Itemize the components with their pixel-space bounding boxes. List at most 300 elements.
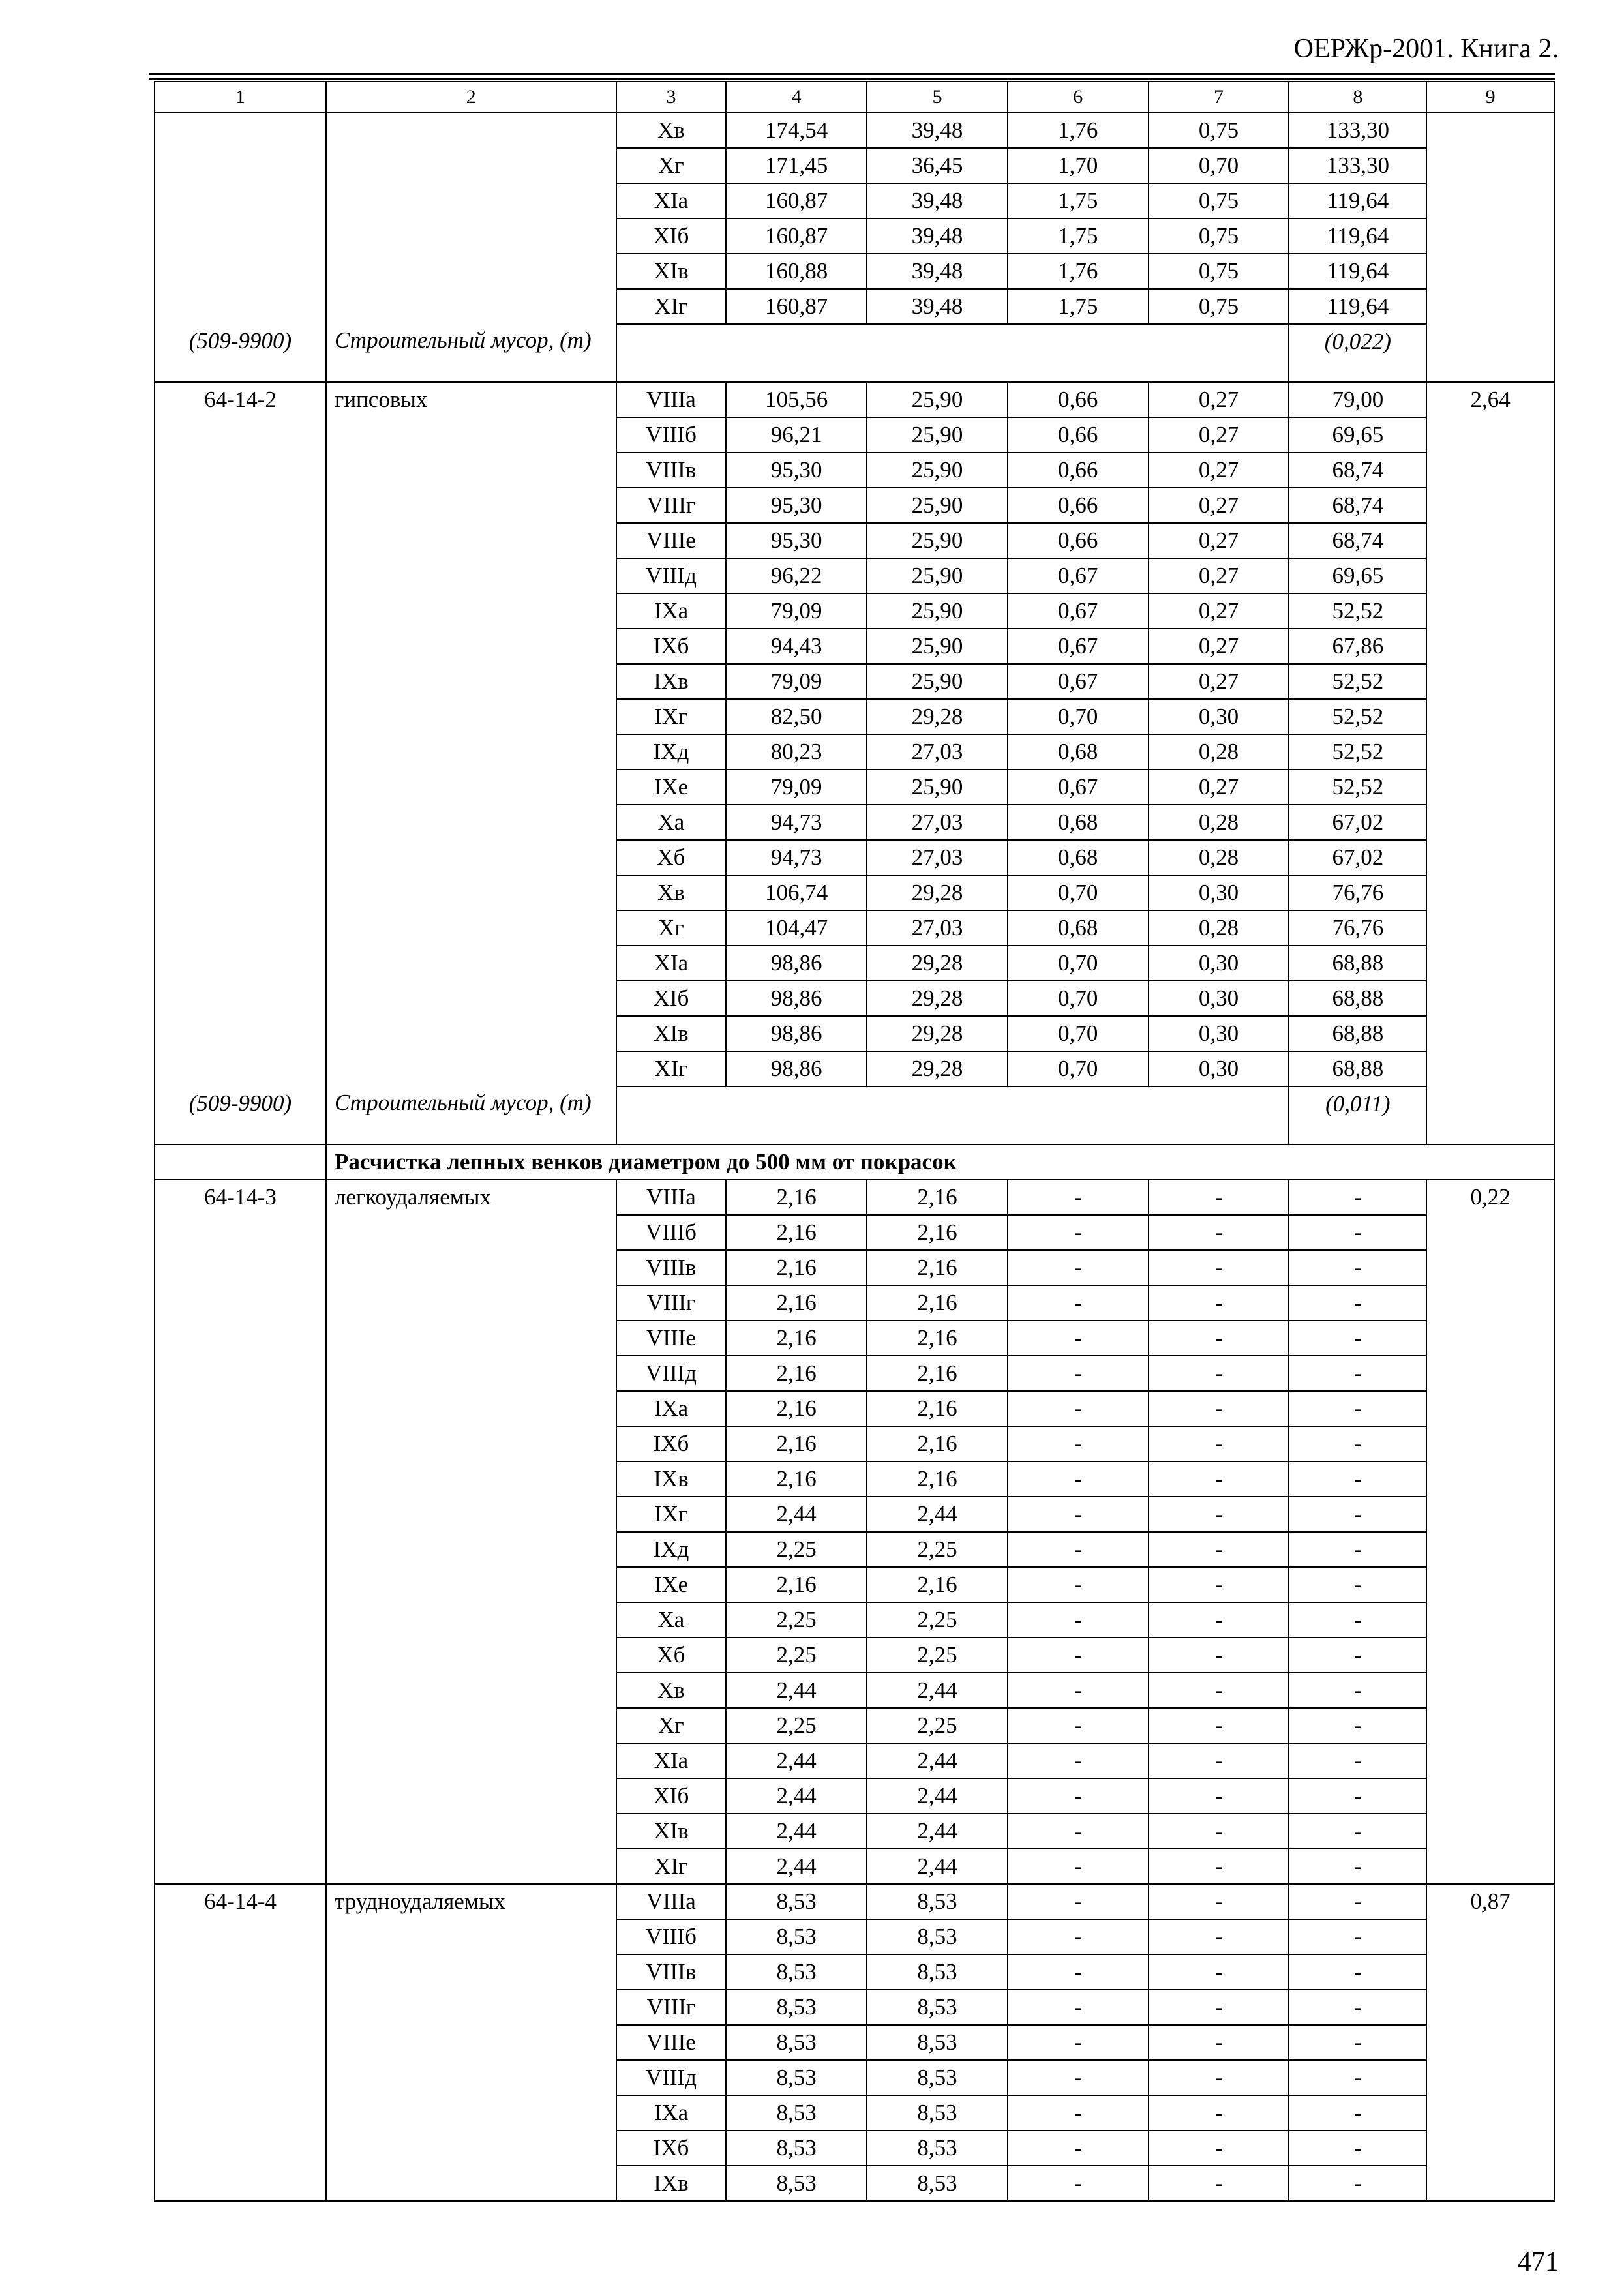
column-number-4: 4: [726, 82, 867, 113]
cell-col-4: 94,73: [726, 805, 867, 840]
cell-col-4: 2,44: [726, 1497, 867, 1532]
cell-col-8: 68,88: [1289, 946, 1426, 981]
cell-col-3: VIIIб: [616, 417, 727, 453]
cell-col-5: 8,53: [867, 2095, 1008, 2131]
cell-col-4: 174,54: [726, 113, 867, 148]
cell-col-5: 2,44: [867, 1673, 1008, 1708]
cell-col-3: IХг: [616, 699, 727, 734]
cell-col-5: 2,16: [867, 1391, 1008, 1426]
cell-col-5: 25,90: [867, 453, 1008, 488]
table-body: [155, 82, 1554, 2201]
cell-col-6: 0,70: [1008, 699, 1149, 734]
cell-col-4: 79,09: [726, 664, 867, 699]
cell-col-3: IХа: [616, 2095, 727, 2131]
cell-col-3: Ха: [616, 805, 727, 840]
cell-col-8: -: [1289, 1602, 1426, 1638]
cell-col-4: 82,50: [726, 699, 867, 734]
cell-col-6: -: [1008, 1708, 1149, 1743]
cell-col-3: ХIб: [616, 981, 727, 1016]
cell-col-3: VIIIа: [616, 1180, 727, 1215]
cell-col-4: 8,53: [726, 1884, 867, 1919]
cell-col-5: 39,48: [867, 254, 1008, 289]
document-header: ОЕРЖр-2001. Книга 2.: [1293, 34, 1559, 64]
cell-col-5: 2,44: [867, 1778, 1008, 1814]
debris-code: (509-9900): [155, 1086, 326, 1144]
cell-col-8: -: [1289, 1743, 1426, 1778]
cell-col-5: 8,53: [867, 1884, 1008, 1919]
cell-col-6: 0,70: [1008, 875, 1149, 910]
cell-col-6: 0,67: [1008, 664, 1149, 699]
cell-col-8: -: [1289, 1919, 1426, 1954]
cell-col-3: IХд: [616, 1532, 727, 1567]
cell-col-3: VIIIд: [616, 1356, 727, 1391]
cell-col-8: -: [1289, 2166, 1426, 2201]
cell-col-5: 2,16: [867, 1285, 1008, 1321]
debris-code: (509-9900): [155, 324, 326, 382]
cell-col-4: 2,16: [726, 1250, 867, 1285]
cell-col-5: 8,53: [867, 2166, 1008, 2201]
cell-col-8: -: [1289, 1849, 1426, 1884]
cell-col-6: 0,66: [1008, 453, 1149, 488]
cell-col-6: -: [1008, 1426, 1149, 1461]
cell-col-6: -: [1008, 1673, 1149, 1708]
table-row: [155, 1180, 1554, 1215]
cell-col-6: 1,76: [1008, 113, 1149, 148]
cell-col-6: 0,67: [1008, 593, 1149, 629]
cell-col-7: 0,27: [1149, 382, 1289, 417]
cell-col-6: 0,68: [1008, 734, 1149, 770]
cell-col-7: 0,30: [1149, 946, 1289, 981]
cell-col-5: 8,53: [867, 1954, 1008, 1990]
cell-col-8: -: [1289, 1250, 1426, 1285]
cell-col-4: 79,09: [726, 593, 867, 629]
cell-col-8: -: [1289, 1215, 1426, 1250]
cell-col-7: -: [1149, 2095, 1289, 2131]
cell-col-4: 2,16: [726, 1180, 867, 1215]
cell-col-5: 25,90: [867, 558, 1008, 593]
debris-blank-cols: [616, 324, 1289, 382]
cell-col-8: 68,88: [1289, 1051, 1426, 1086]
cell-col-6: -: [1008, 1461, 1149, 1497]
cell-col-8: 133,30: [1289, 148, 1426, 183]
debris-name: Строительный мусор, (т): [326, 1086, 616, 1144]
cell-col-4: 95,30: [726, 523, 867, 558]
cell-col-3: VIIIв: [616, 1250, 727, 1285]
cell-col-3: ХIг: [616, 1849, 727, 1884]
cell-col-5: 2,25: [867, 1638, 1008, 1673]
cell-col-8: -: [1289, 1638, 1426, 1673]
cell-col-3: ХIб: [616, 218, 727, 254]
cell-col-4: 8,53: [726, 1990, 867, 2025]
cell-col-6: -: [1008, 2025, 1149, 2060]
cell-col-8: 52,52: [1289, 699, 1426, 734]
cell-col-4: 2,16: [726, 1426, 867, 1461]
cell-col-3: IХб: [616, 1426, 727, 1461]
cell-col-7: 0,28: [1149, 805, 1289, 840]
cell-col-7: 0,27: [1149, 523, 1289, 558]
cell-col-8: 52,52: [1289, 734, 1426, 770]
cell-col-6: 0,67: [1008, 558, 1149, 593]
cell-col-6: 0,66: [1008, 382, 1149, 417]
cell-col-3: VIIIд: [616, 558, 727, 593]
cell-col-5: 2,25: [867, 1602, 1008, 1638]
cell-col-5: 25,90: [867, 488, 1008, 523]
cell-col-5: 29,28: [867, 875, 1008, 910]
cell-col-5: 29,28: [867, 1051, 1008, 1086]
rate-code: 64-14-3: [155, 1180, 326, 1884]
cell-col-3: Хг: [616, 148, 727, 183]
cell-col-7: -: [1149, 2166, 1289, 2201]
cell-col-8: -: [1289, 1426, 1426, 1461]
cell-col-8: -: [1289, 1391, 1426, 1426]
cell-col-5: 2,16: [867, 1321, 1008, 1356]
cell-col-6: 1,76: [1008, 254, 1149, 289]
cell-col-8: 67,02: [1289, 840, 1426, 875]
cell-col-5: 25,90: [867, 382, 1008, 417]
cell-col-7: 0,27: [1149, 770, 1289, 805]
cell-col-4: 96,21: [726, 417, 867, 453]
cell-col-4: 105,56: [726, 382, 867, 417]
cell-col-6: 1,70: [1008, 148, 1149, 183]
cell-col-8: -: [1289, 1461, 1426, 1497]
cell-col-7: 0,27: [1149, 629, 1289, 664]
cell-col-4: 8,53: [726, 2131, 867, 2166]
section-code-cell: [155, 1144, 326, 1180]
cell-col-4: 160,87: [726, 289, 867, 324]
debris-blank-cols: [616, 1086, 1289, 1144]
cell-col-7: 0,75: [1149, 254, 1289, 289]
cell-col-5: 2,25: [867, 1532, 1008, 1567]
cell-col-6: 1,75: [1008, 218, 1149, 254]
cell-col-7: 0,75: [1149, 113, 1289, 148]
table-row: [155, 1884, 1554, 1919]
cell-col-8: 68,88: [1289, 981, 1426, 1016]
cell-col-7: -: [1149, 1884, 1289, 1919]
cell-col-5: 2,44: [867, 1497, 1008, 1532]
cell-col-5: 2,16: [867, 1567, 1008, 1602]
column-number-6: 6: [1008, 82, 1149, 113]
cell-col-5: 2,16: [867, 1250, 1008, 1285]
cell-col-7: 0,28: [1149, 840, 1289, 875]
cell-col-4: 2,16: [726, 1461, 867, 1497]
cell-col-6: 0,67: [1008, 629, 1149, 664]
cell-col-6: -: [1008, 1990, 1149, 2025]
cell-col-6: -: [1008, 2166, 1149, 2201]
cell-col-3: ХIг: [616, 289, 727, 324]
cell-col-4: 2,44: [726, 1849, 867, 1884]
cell-col-6: 0,70: [1008, 981, 1149, 1016]
cell-col-8: 68,74: [1289, 523, 1426, 558]
cell-col-7: -: [1149, 1532, 1289, 1567]
cell-col-8: 52,52: [1289, 770, 1426, 805]
cell-col-6: -: [1008, 1285, 1149, 1321]
cell-col-3: ХIа: [616, 1743, 727, 1778]
cell-col-8: 133,30: [1289, 113, 1426, 148]
cell-col-8: -: [1289, 2060, 1426, 2095]
cell-col-8: 79,00: [1289, 382, 1426, 417]
cell-col-6: -: [1008, 1919, 1149, 1954]
cell-col-8: -: [1289, 2131, 1426, 2166]
cell-col-7: -: [1149, 1602, 1289, 1638]
rates-table: [154, 81, 1555, 2202]
cell-col-5: 8,53: [867, 1919, 1008, 1954]
cell-col-5: 2,25: [867, 1708, 1008, 1743]
work-name: трудноудаляемых: [326, 1884, 616, 2201]
cell-col-4: 160,87: [726, 183, 867, 218]
cell-col-3: IХб: [616, 629, 727, 664]
cell-col-8: 52,52: [1289, 664, 1426, 699]
cell-col-6: -: [1008, 1849, 1149, 1884]
cell-col-5: 25,90: [867, 629, 1008, 664]
cell-col-5: 27,03: [867, 805, 1008, 840]
cell-col-3: VIIIд: [616, 2060, 727, 2095]
cell-col-3: Хб: [616, 840, 727, 875]
column-number-9: 9: [1426, 82, 1554, 113]
cell-col-5: 8,53: [867, 2025, 1008, 2060]
cell-col-3: VIIIв: [616, 453, 727, 488]
cell-col-6: -: [1008, 1215, 1149, 1250]
cell-col-7: -: [1149, 1321, 1289, 1356]
column-number-3: 3: [616, 82, 727, 113]
cell-col-3: ХIб: [616, 1778, 727, 1814]
col9-value: 0,22: [1426, 1180, 1554, 1884]
cell-col-7: -: [1149, 1778, 1289, 1814]
cell-col-7: -: [1149, 2060, 1289, 2095]
cell-col-5: 36,45: [867, 148, 1008, 183]
work-name: гипсовых: [326, 382, 616, 1086]
cell-col-4: 8,53: [726, 2025, 867, 2060]
cell-col-3: IХг: [616, 1497, 727, 1532]
cell-col-5: 29,28: [867, 699, 1008, 734]
cell-col-3: IХв: [616, 1461, 727, 1497]
cell-col-8: 68,88: [1289, 1016, 1426, 1051]
cell-col-7: -: [1149, 2025, 1289, 2060]
cell-col-3: VIIIг: [616, 1285, 727, 1321]
cell-col-4: 2,25: [726, 1708, 867, 1743]
cell-col-6: -: [1008, 1884, 1149, 1919]
cell-col-8: 119,64: [1289, 183, 1426, 218]
cell-col-3: ХIа: [616, 183, 727, 218]
cell-col-6: 0,66: [1008, 417, 1149, 453]
cell-col-3: IХа: [616, 593, 727, 629]
cell-col-8: 68,74: [1289, 453, 1426, 488]
cell-col-3: IХв: [616, 664, 727, 699]
cell-col-4: 2,16: [726, 1567, 867, 1602]
cell-col-3: VIIIе: [616, 1321, 727, 1356]
cell-col-4: 2,16: [726, 1391, 867, 1426]
cell-col-4: 98,86: [726, 981, 867, 1016]
cell-col-4: 98,86: [726, 946, 867, 981]
cell-col-4: 2,25: [726, 1532, 867, 1567]
cell-col-6: -: [1008, 2060, 1149, 2095]
cell-col-8: -: [1289, 1532, 1426, 1567]
cell-col-5: 27,03: [867, 840, 1008, 875]
cell-col-7: -: [1149, 1990, 1289, 2025]
cell-col-3: VIIIе: [616, 2025, 727, 2060]
cell-col-8: 69,65: [1289, 558, 1426, 593]
cell-col-5: 25,90: [867, 664, 1008, 699]
cell-col-7: 0,27: [1149, 417, 1289, 453]
debris-name: Строительный мусор, (т): [326, 324, 616, 382]
cell-col-8: 76,76: [1289, 910, 1426, 946]
cell-col-7: -: [1149, 1180, 1289, 1215]
cell-col-8: -: [1289, 1954, 1426, 1990]
column-number-7: 7: [1149, 82, 1289, 113]
cell-col-8: -: [1289, 1321, 1426, 1356]
cell-col-4: 8,53: [726, 2060, 867, 2095]
cell-col-5: 2,44: [867, 1814, 1008, 1849]
cell-col-3: ХIв: [616, 254, 727, 289]
cell-col-3: ХIв: [616, 1814, 727, 1849]
cell-col-8: 119,64: [1289, 218, 1426, 254]
column-number-2: 2: [326, 82, 616, 113]
cell-col-3: Ха: [616, 1602, 727, 1638]
cell-col-7: 0,28: [1149, 734, 1289, 770]
cell-col-3: VIIIг: [616, 488, 727, 523]
cell-col-5: 25,90: [867, 770, 1008, 805]
cell-col-7: 0,75: [1149, 218, 1289, 254]
section-title: Расчистка лепных венков диаметром до 500 мм от покрасок: [326, 1144, 1554, 1180]
cell-col-8: -: [1289, 1497, 1426, 1532]
cell-col-7: -: [1149, 1567, 1289, 1602]
cell-col-8: -: [1289, 1180, 1426, 1215]
cell-col-6: -: [1008, 1638, 1149, 1673]
cell-col-8: 68,74: [1289, 488, 1426, 523]
cell-col-3: Хв: [616, 1673, 727, 1708]
column-number-5: 5: [867, 82, 1008, 113]
page-number: 471: [1518, 2247, 1559, 2277]
cell-col-5: 8,53: [867, 1990, 1008, 2025]
cell-col-5: 39,48: [867, 289, 1008, 324]
cell-col-4: 98,86: [726, 1016, 867, 1051]
cell-col-5: 27,03: [867, 910, 1008, 946]
cell-col-8: -: [1289, 1814, 1426, 1849]
cell-col-7: -: [1149, 1919, 1289, 1954]
cell-col-7: -: [1149, 1497, 1289, 1532]
cell-col-7: 0,75: [1149, 289, 1289, 324]
cell-col-4: 2,25: [726, 1602, 867, 1638]
cell-col-5: 25,90: [867, 593, 1008, 629]
cell-col-6: -: [1008, 1814, 1149, 1849]
cell-col-3: IХб: [616, 2131, 727, 2166]
cell-col-8: 67,02: [1289, 805, 1426, 840]
cell-col-3: Хв: [616, 875, 727, 910]
cell-col-4: 106,74: [726, 875, 867, 910]
cell-col-7: 0,28: [1149, 910, 1289, 946]
cell-col-4: 8,53: [726, 1954, 867, 1990]
cell-col-3: VIIIб: [616, 1215, 727, 1250]
cell-col-3: IХв: [616, 2166, 727, 2201]
cell-col-6: 0,66: [1008, 523, 1149, 558]
cell-col-4: 2,16: [726, 1356, 867, 1391]
cell-col-8: -: [1289, 1285, 1426, 1321]
cell-col-7: 0,27: [1149, 558, 1289, 593]
cell-col-4: 2,44: [726, 1743, 867, 1778]
cell-col-5: 39,48: [867, 113, 1008, 148]
cell-col-6: -: [1008, 1778, 1149, 1814]
cell-col-4: 2,16: [726, 1321, 867, 1356]
cell-col-4: 79,09: [726, 770, 867, 805]
cell-col-6: 1,75: [1008, 183, 1149, 218]
cell-col-6: -: [1008, 2095, 1149, 2131]
cell-col-6: -: [1008, 1497, 1149, 1532]
cell-col-3: ХIг: [616, 1051, 727, 1086]
cell-col-3: Хб: [616, 1638, 727, 1673]
cell-col-7: -: [1149, 1954, 1289, 1990]
cell-col-4: 2,16: [726, 1215, 867, 1250]
work-name: [326, 113, 616, 324]
cell-col-7: -: [1149, 1673, 1289, 1708]
cell-col-7: 0,30: [1149, 875, 1289, 910]
rate-code: 64-14-4: [155, 1884, 326, 2201]
column-number-1: 1: [155, 82, 326, 113]
cell-col-7: -: [1149, 1426, 1289, 1461]
cell-col-8: -: [1289, 2095, 1426, 2131]
cell-col-8: -: [1289, 1778, 1426, 1814]
cell-col-3: Хв: [616, 113, 727, 148]
cell-col-5: 29,28: [867, 946, 1008, 981]
cell-col-5: 2,44: [867, 1743, 1008, 1778]
cell-col-7: -: [1149, 1250, 1289, 1285]
work-name: легкоудаляемых: [326, 1180, 616, 1884]
column-number-8: 8: [1289, 82, 1426, 113]
cell-col-7: -: [1149, 1391, 1289, 1426]
cell-col-8: -: [1289, 1708, 1426, 1743]
cell-col-4: 8,53: [726, 2166, 867, 2201]
cell-col-7: 0,27: [1149, 488, 1289, 523]
cell-col-8: -: [1289, 2025, 1426, 2060]
table-row: [155, 113, 1554, 148]
section-row: [155, 1144, 1554, 1180]
cell-col-5: 2,16: [867, 1356, 1008, 1391]
debris-value: (0,011): [1289, 1086, 1426, 1144]
cell-col-7: 0,30: [1149, 1016, 1289, 1051]
cell-col-6: -: [1008, 1602, 1149, 1638]
cell-col-7: -: [1149, 1708, 1289, 1743]
col9-value: 0,87: [1426, 1884, 1554, 2201]
cell-col-6: 0,70: [1008, 946, 1149, 981]
cell-col-7: 0,27: [1149, 593, 1289, 629]
cell-col-7: 0,27: [1149, 664, 1289, 699]
cell-col-6: 0,66: [1008, 488, 1149, 523]
cell-col-3: IХе: [616, 1567, 727, 1602]
cell-col-6: 0,67: [1008, 770, 1149, 805]
cell-col-7: -: [1149, 2131, 1289, 2166]
col9-value: [1426, 113, 1554, 382]
cell-col-7: -: [1149, 1814, 1289, 1849]
rate-code: 64-14-2: [155, 382, 326, 1086]
cell-col-5: 8,53: [867, 2131, 1008, 2166]
cell-col-8: 69,65: [1289, 417, 1426, 453]
cell-col-5: 2,16: [867, 1180, 1008, 1215]
cell-col-6: 0,68: [1008, 840, 1149, 875]
cell-col-8: -: [1289, 1356, 1426, 1391]
cell-col-6: 0,68: [1008, 910, 1149, 946]
cell-col-6: -: [1008, 1250, 1149, 1285]
cell-col-6: 0,70: [1008, 1051, 1149, 1086]
cell-col-3: IХе: [616, 770, 727, 805]
cell-col-6: -: [1008, 1356, 1149, 1391]
cell-col-7: -: [1149, 1849, 1289, 1884]
cell-col-3: VIIIа: [616, 382, 727, 417]
cell-col-6: 1,75: [1008, 289, 1149, 324]
cell-col-4: 94,73: [726, 840, 867, 875]
cell-col-5: 29,28: [867, 981, 1008, 1016]
cell-col-6: 0,68: [1008, 805, 1149, 840]
cell-col-6: -: [1008, 2131, 1149, 2166]
cell-col-8: 119,64: [1289, 254, 1426, 289]
debris-value: (0,022): [1289, 324, 1426, 382]
